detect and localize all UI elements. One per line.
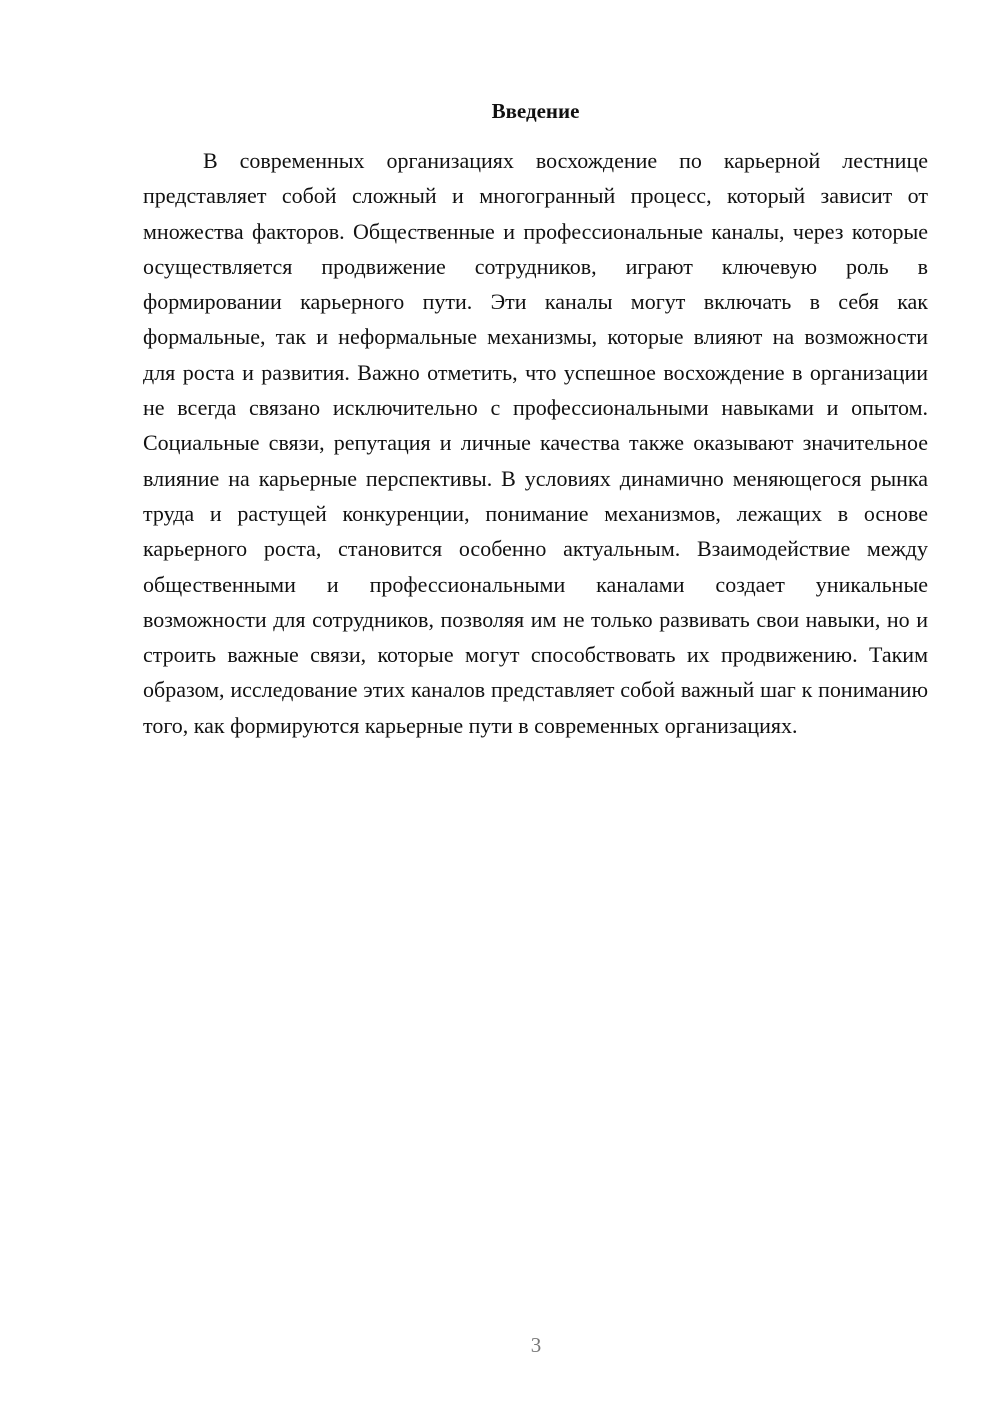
section-title: Введение xyxy=(491,99,580,123)
page-number: 3 xyxy=(530,1333,542,1357)
body-paragraph: В современных организациях восхождение по карьерной лестнице представляет собой сложный и многогранный процесс, который зависит от множества факторов. Общественные и профессиональные каналы, через которые осуществляется продвижение сотрудников, играют ключевую роль в формировании карьерного пути. Эти каналы могут включать в себя как формальные, так и неформальные механизмы, которые влияют на возможности для роста и развития. Важно отметить, что успешное восхождение в организации не всегда связано исключительно с профессиональными навыками и опытом. Социальные связи, репутация и личные качества также оказывают значительное влияние на карьерные перспективы. В условиях динамично меняющегося рынка труда и растущей конкуренции, понимание механизмов, лежащих в основе карьерного роста, становится особенно актуальным. Взаимодействие между общественными и профессиональными каналами создает уникальные возможности для сотрудников, позволяя им не только развивать свои навыки, но и строить важные связи, которые могут способствовать их продвижению. Таким образом, исследование этих каналов представляет собой важный шаг к пониманию того, как формируются карьерные пути в современных организациях. xyxy=(143,148,928,738)
